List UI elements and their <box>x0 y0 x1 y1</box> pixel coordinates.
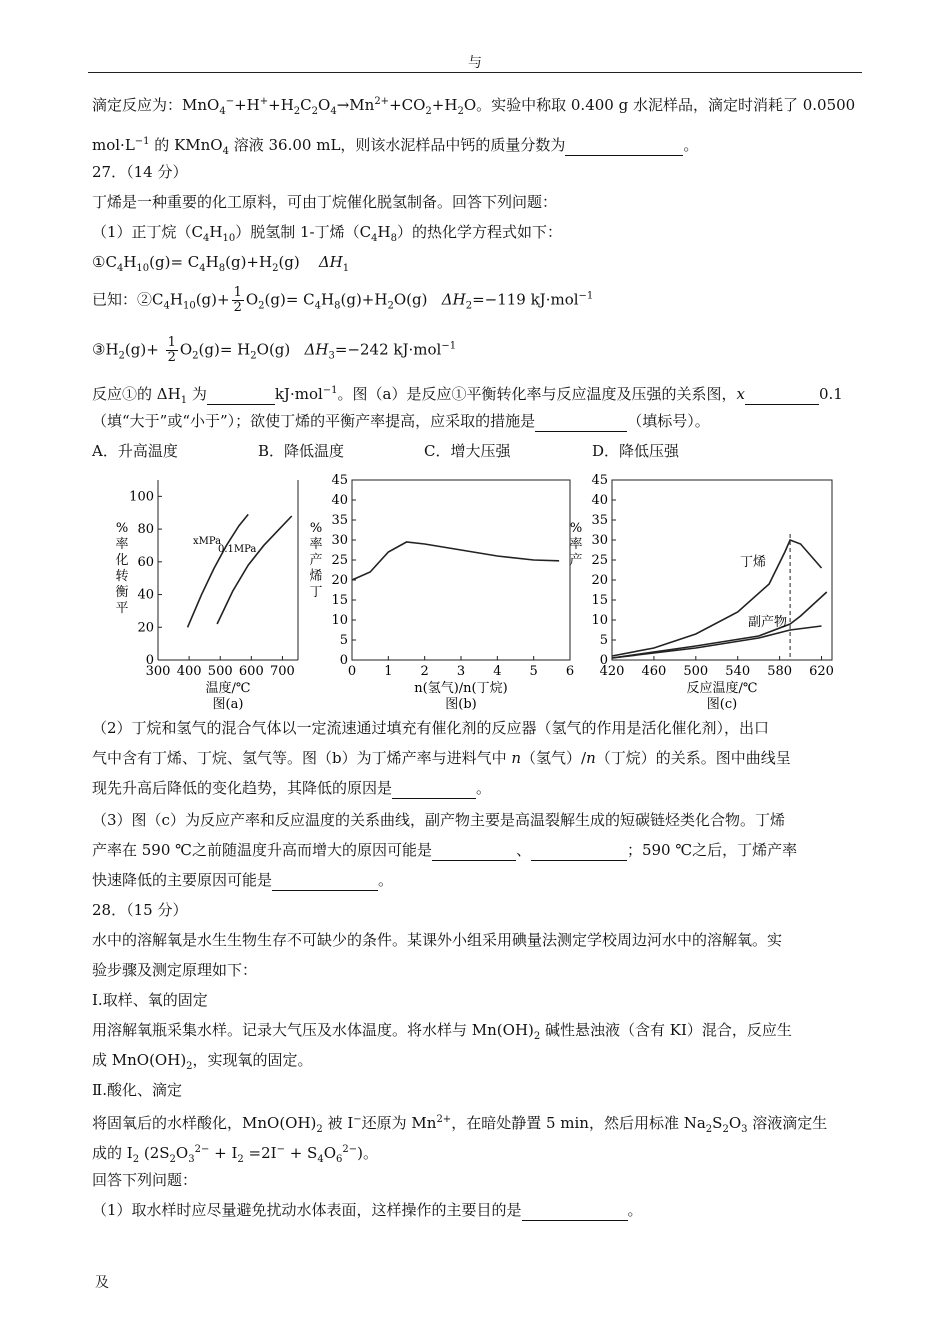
x-tick-label: 700 <box>270 664 295 679</box>
text-line: 滴定反应为：$MnO_4^-+H^++H_2C_2O_4\to Mn^{2+}+CO_2+H_2O$。实验中称取 0.400 g 水泥样品，滴定时消耗了 0.0500 <box>92 96 856 117</box>
text-line: 将固氧后的水样酸化，$MnO(OH)_2$ 被 I−还原为 $Mn^{2+}$，在暗处静置 5 min，然后用标准 $Na_2S_2O_3$ 溶液滴定生 <box>92 1114 828 1135</box>
annotation-byproduct: 副产物 <box>748 615 788 630</box>
y-axis-label: 转 <box>115 569 129 584</box>
equation-1: $①C_4H_{10}(g)= C_4H_8(g)+H_2(g)$ $\Delta H_1$ <box>92 253 350 274</box>
x-tick-label: 460 <box>641 664 667 679</box>
x-tick-label: 1 <box>384 664 393 679</box>
chart-title: 图(b) <box>445 697 477 712</box>
y-tick-label: 5 <box>599 633 608 648</box>
text-line: 反应①的 $\Delta H_1$ 为 kJ·mol$^{-1}$。图（a）是反应①平衡转化率与反应温度及压强的关系图，x 0.1 <box>92 385 843 406</box>
equation-3: $③H_2(g)+$ $\frac{1}{2}$ $O_2(g)= H_2O(g)$ $\Delta H_3=-242$ kJ·mol$^{-1}$ <box>92 335 457 365</box>
text-line: 回答下列问题： <box>92 1171 198 1189</box>
y-axis-label: 化 <box>115 553 129 568</box>
y-axis-label: % <box>309 521 323 536</box>
y-tick-label: 100 <box>129 489 154 505</box>
text-line: 快速降低的主要原因可能是 。 <box>92 871 394 889</box>
text-line: （1）取水样时应尽量避免扰动水体表面，这样操作的主要目的是 。 <box>92 1201 643 1219</box>
y-axis-label: 率 <box>569 537 583 552</box>
x-axis-label: 温度/℃ <box>205 681 251 696</box>
text-line: （3）图（c）为反应产率和反应温度的关系曲线，副产物主要是高温裂解生成的短碳链烃类化合物。丁烯 <box>92 811 785 829</box>
x-tick-label: 4 <box>493 664 502 679</box>
y-tick-label: 15 <box>331 593 348 608</box>
x-tick-label: 6 <box>565 664 575 679</box>
annotation-01mpa: 0.1MPa <box>218 544 257 555</box>
x-tick-label: 0 <box>347 664 357 679</box>
y-tick-label: 40 <box>331 493 348 508</box>
annotation-xmpa: xMPa <box>193 536 222 547</box>
option-d: D．降低压强 <box>592 442 680 460</box>
text-line: 验步骤及测定原理如下： <box>92 961 258 979</box>
y-tick-label: 20 <box>331 573 348 588</box>
x-tick-label: 500 <box>683 664 709 679</box>
y-tick-label: 20 <box>591 573 608 588</box>
text-line: （填“大于”或“小于”）；欲使丁烯的平衡产率提高，应采取的措施是 （填标号）。 <box>92 412 710 430</box>
text-line: 用溶解氧瓶采集水样。记录大气压及水体温度。将水样与 $Mn(OH)_2$ 碱性悬浊液（含有 KI）混合，反应生 <box>92 1021 792 1042</box>
page-header: 与 <box>468 55 482 71</box>
x-tick-label: 300 <box>145 664 171 679</box>
text-line: 水中的溶解氧是水生生物生存不可缺少的条件。某课外小组采用碘量法测定学校周边河水中的溶解氧。实 <box>92 931 783 949</box>
y-tick-label: 25 <box>331 553 348 568</box>
annotation-butene: 丁烯 <box>740 555 767 570</box>
section-heading: Ⅰ.取样、氧的固定 <box>92 991 208 1009</box>
y-axis-label: 烯 <box>309 569 323 584</box>
x-tick-label: 5 <box>529 664 538 679</box>
text-line: 气中含有丁烯、丁烷、氢气等。图（b）为丁烯产率与进料气中 n（氢气）/n（丁烷）的关系。图中曲线呈 <box>92 749 791 767</box>
x-axis-label: n(氢气)/n(丁烷) <box>414 681 508 696</box>
text-line: $mol\cdot L^{-1}$ 的 KMnO$_4$ 溶液 36.00 mL，则该水泥样品中钙的质量分数为 。 <box>92 136 699 157</box>
y-tick-label: 5 <box>339 633 348 648</box>
series-line-丁烯 <box>352 542 559 580</box>
y-tick-label: 10 <box>331 613 348 628</box>
y-tick-label: 35 <box>591 513 608 528</box>
y-tick-label: 10 <box>591 613 608 628</box>
y-tick-label: 45 <box>331 473 348 488</box>
y-tick-label: 30 <box>591 533 608 548</box>
x-tick-label: 420 <box>599 664 625 679</box>
text-line: 现先升高后降低的变化趋势，其降低的原因是 。 <box>92 779 492 797</box>
x-tick-label: 500 <box>207 664 233 679</box>
question-27-title: 27．（14 分） <box>92 163 188 181</box>
y-tick-label: 0 <box>145 653 154 668</box>
figure-charts <box>0 460 950 720</box>
y-tick-label: 45 <box>591 473 608 488</box>
y-tick-label: 60 <box>137 554 154 570</box>
option-c: C．增大压强 <box>424 442 511 460</box>
y-tick-label: 40 <box>591 493 608 508</box>
x-tick-label: 620 <box>809 664 834 679</box>
x-tick-label: 3 <box>456 664 466 679</box>
option-a: A．升高温度 <box>92 442 178 460</box>
y-tick-label: 20 <box>137 620 154 636</box>
text-line: （2）丁烷和氢气的混合气体以一定流速通过填充有催化剂的反应器（氢气的作用是活化催化剂），出口 <box>92 719 770 737</box>
y-tick-label: 40 <box>137 587 154 603</box>
series-line-0.1MPa <box>217 516 292 624</box>
series-line-xMPa <box>188 514 249 627</box>
y-axis-label: 衡 <box>115 585 129 600</box>
y-tick-label: 0 <box>339 653 348 668</box>
question-28-title: 28．（15 分） <box>92 901 188 919</box>
y-tick-label: 80 <box>137 522 154 538</box>
x-tick-label: 2 <box>420 664 429 679</box>
equation-2: 已知：$②C_4H_{10}(g)+$ $\frac{1}{2}$ $O_2(g)= C_4H_8(g)+H_2O(g)$ $\Delta H_2=-119$ kJ·mol$^{-1}$ <box>92 285 594 315</box>
text-line: 产率在 590 ℃之前随温度升高而增大的原因可能是 、 ；590 ℃之后，丁烯产率 <box>92 841 798 859</box>
text-line: （1）正丁烷$(C_4H_{10})$脱氢制 1-丁烯$(C_4H_8)$的热化学方程式如下： <box>92 223 562 244</box>
plot-frame <box>352 480 570 660</box>
y-tick-label: 0 <box>599 653 608 668</box>
y-axis-label: 率 <box>115 537 129 552</box>
y-tick-label: 30 <box>331 533 348 548</box>
y-axis-label: 平 <box>115 601 129 616</box>
x-tick-label: 400 <box>176 664 202 679</box>
plot-frame <box>612 480 832 660</box>
header-rule <box>88 72 862 73</box>
y-axis-label: 产 <box>309 553 323 568</box>
x-tick-label: 540 <box>725 664 751 679</box>
y-axis-label: 丁 <box>309 585 323 600</box>
chart-title: 图(a) <box>212 697 244 712</box>
y-tick-label: 25 <box>591 553 608 568</box>
section-heading: Ⅱ.酸化、滴定 <box>92 1081 182 1099</box>
y-tick-label: 15 <box>591 593 608 608</box>
chart-title: 图(c) <box>706 697 738 712</box>
y-axis-label: 产 <box>569 553 583 568</box>
text-line: 成的 $I_2$ $(2S_2O_3^{2-} + I_2 =2I^- + S_4O_6^{2-})$。 <box>92 1144 379 1165</box>
y-axis-label: 率 <box>309 537 323 552</box>
x-tick-label: 580 <box>767 664 793 679</box>
text-line: 丁烯是一种重要的化工原料，可由丁烷催化脱氢制备。回答下列问题： <box>92 193 558 211</box>
y-axis-label: % <box>115 521 129 536</box>
series-line-副产物2 <box>612 592 827 658</box>
option-b: B．降低温度 <box>258 442 345 460</box>
x-tick-label: 600 <box>238 664 264 679</box>
page-footer: 及 <box>95 1275 109 1291</box>
x-axis-label: 反应温度/℃ <box>686 681 758 696</box>
y-axis-label: % <box>569 521 583 536</box>
text-line: 成 $MnO(OH)_2$，实现氧的固定。 <box>92 1051 313 1072</box>
y-tick-label: 35 <box>331 513 348 528</box>
